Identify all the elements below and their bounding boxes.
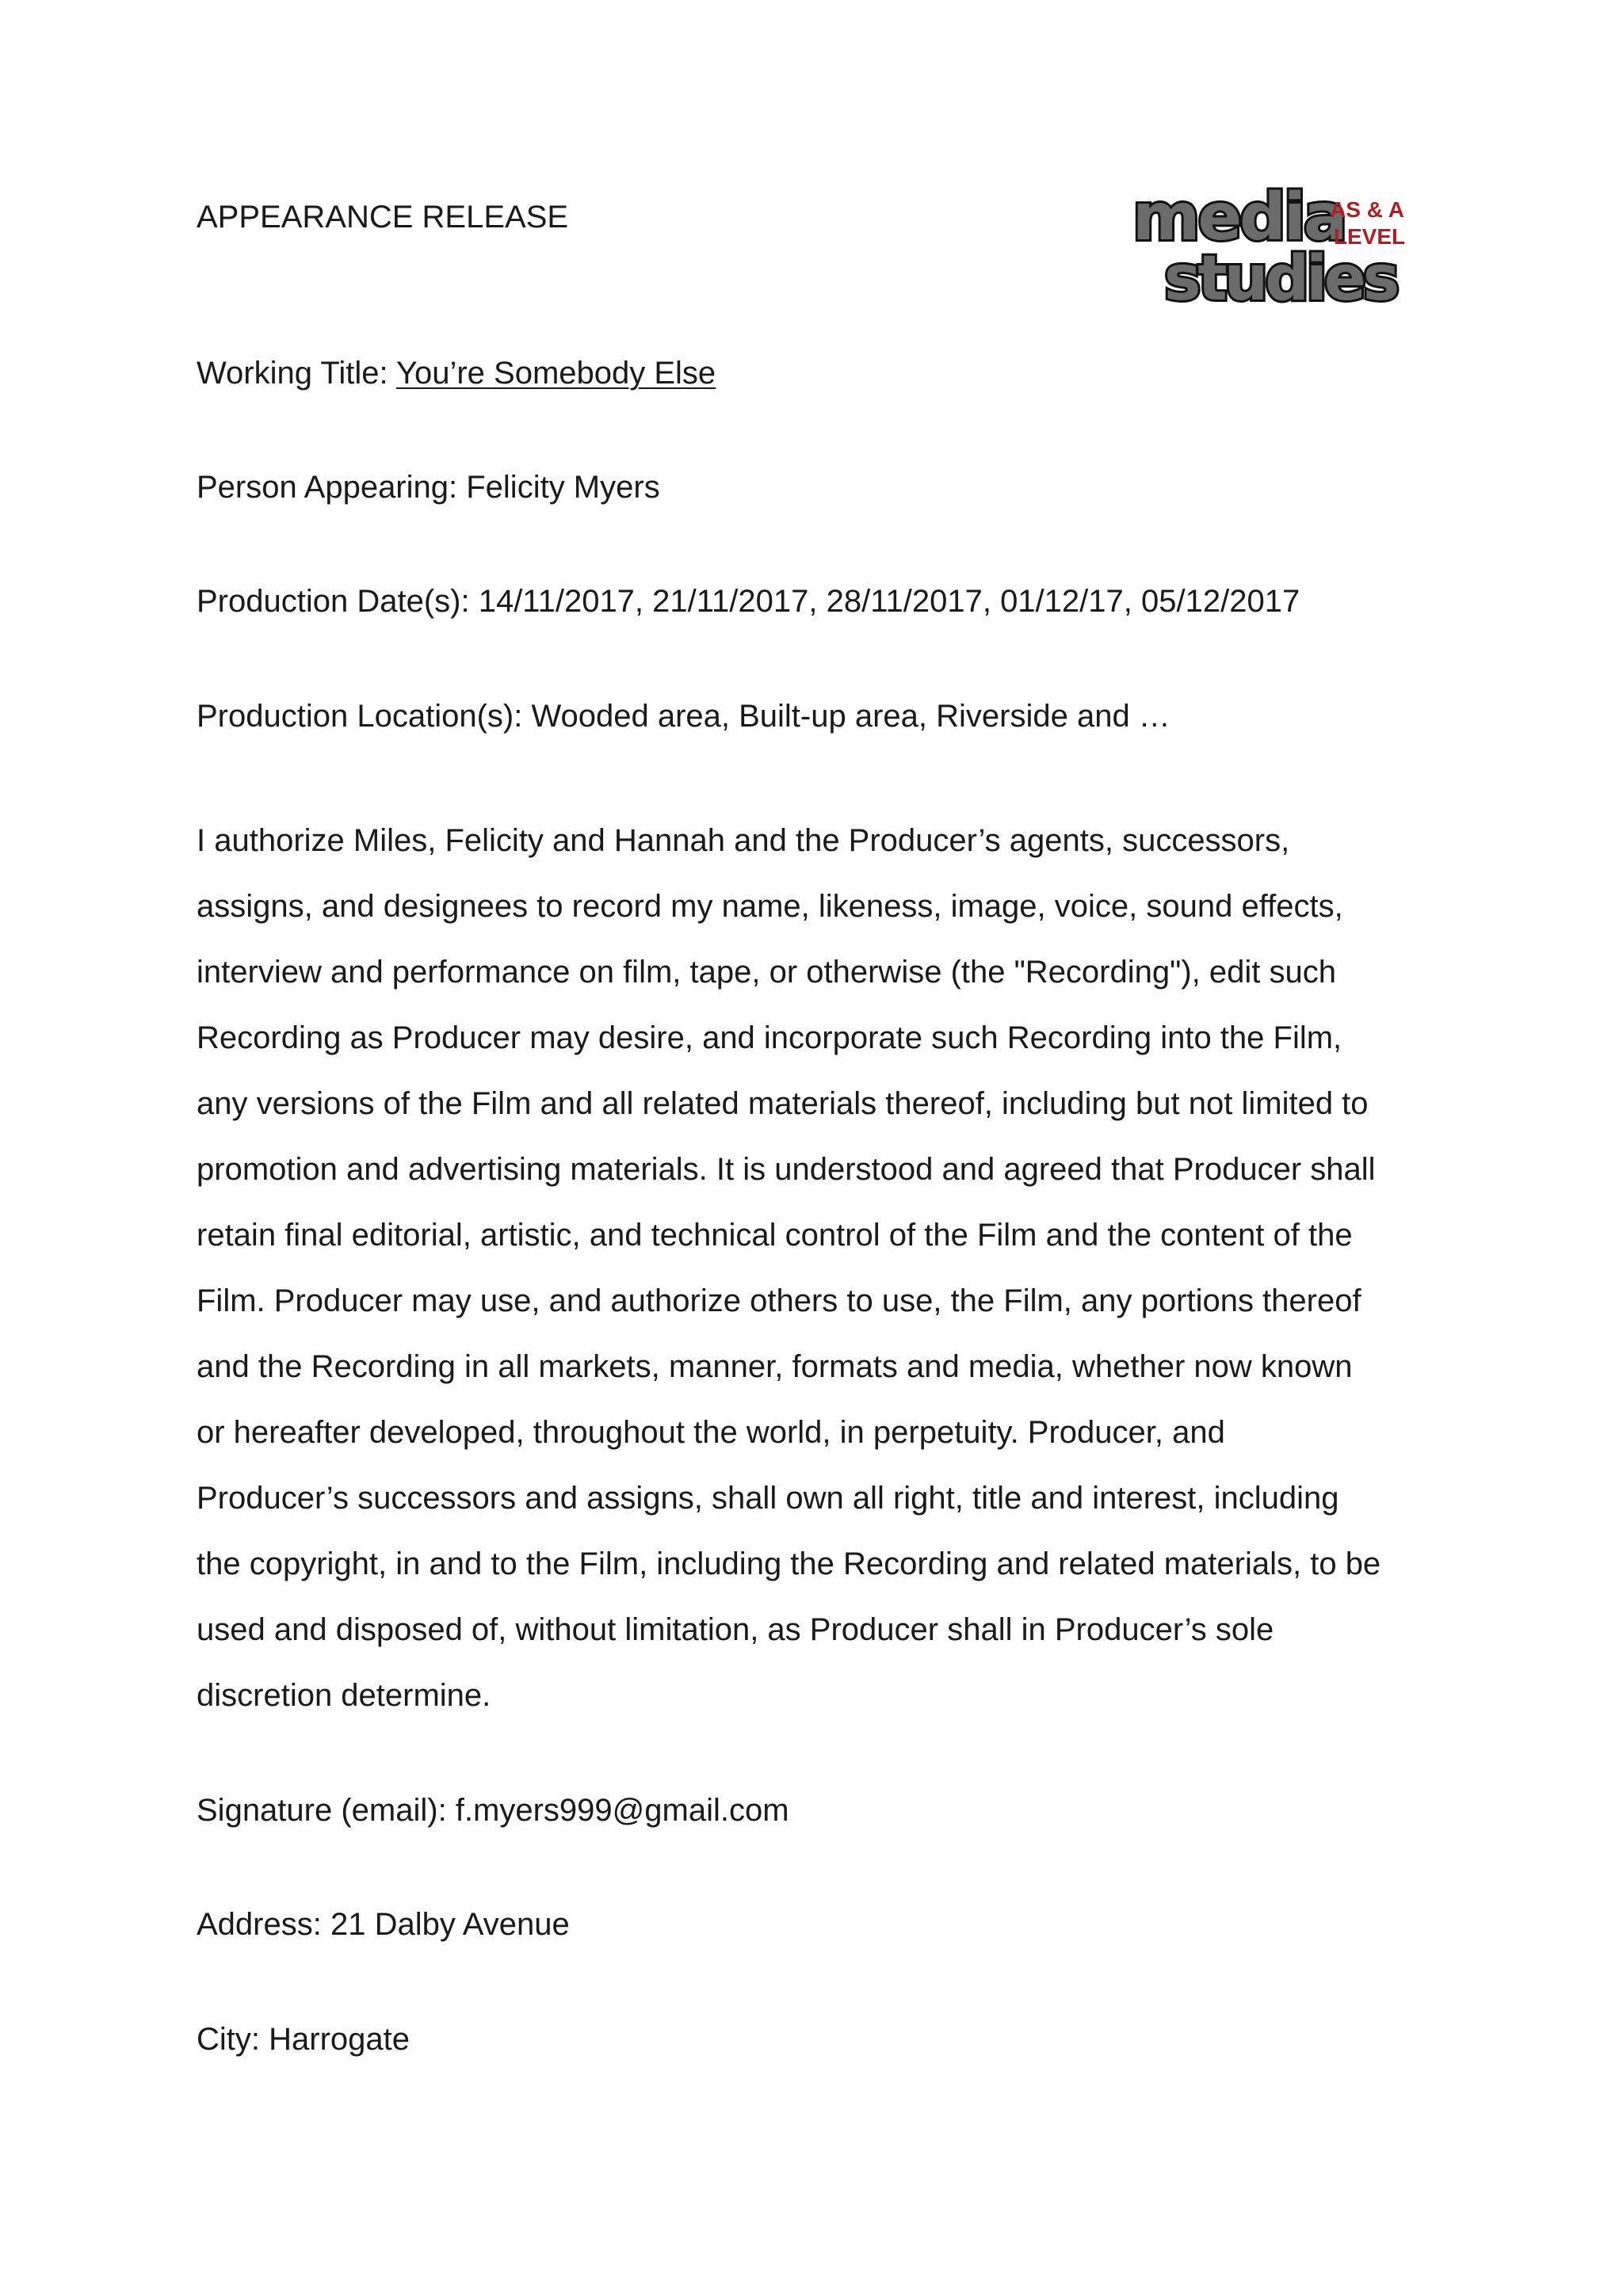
paragraph-line: used and disposed of, without limitation, as Producer shall in Producer’s sole xyxy=(197,1612,1274,1647)
paragraph-line: I authorize Miles, Felicity and Hannah and the Producer’s agents, successors, xyxy=(197,823,1290,858)
paragraph-line: Film. Producer may use, and authorize others to use, the Film, any portions thereof xyxy=(197,1283,1361,1318)
working-title-value: You’re Somebody Else xyxy=(395,356,716,391)
svg-text:LEVEL: LEVEL xyxy=(1333,224,1406,249)
paragraph-line: any versions of the Film and all related materials thereof, including but not limited to xyxy=(197,1086,1369,1121)
logo-word-studies xyxy=(1164,243,1397,307)
svg-text:media: media xyxy=(1132,184,1346,255)
svg-text:AS & A: AS & A xyxy=(1330,197,1404,222)
working-title-row xyxy=(197,354,716,392)
paragraph-line: Recording as Producer may desire, and incorporate such Recording into the Film, xyxy=(197,1020,1342,1055)
production-locations-field: Production Location(s): Wooded area, Built-up area, Riverside and … xyxy=(197,699,1170,734)
document-title: APPEARANCE RELEASE xyxy=(197,200,569,235)
signature-field: Signature (email): f.myers999@gmail.com xyxy=(197,1793,789,1828)
paragraph-line: Producer’s successors and assigns, shall own all right, title and interest, including xyxy=(197,1481,1339,1516)
paragraph-line: retain final editorial, artistic, and technical control of the Film and the content of the xyxy=(197,1218,1353,1253)
svg-text:studies: studies xyxy=(1164,243,1397,307)
paragraph-line: interview and performance on film, tape, or otherwise (the "Recording"), edit such xyxy=(197,955,1336,990)
paragraph-line: discretion determine. xyxy=(197,1678,491,1713)
paragraph-line: or hereafter developed, throughout the world, in perpetuity. Producer, and xyxy=(197,1415,1225,1450)
paragraph-line: and the Recording in all markets, manner, formats and media, whether now known xyxy=(197,1349,1353,1384)
working-title-label: Working Title: xyxy=(197,356,396,391)
production-dates-field: Production Date(s): 14/11/2017, 21/11/2017, 28/11/2017, 01/12/17, 05/12/2017 xyxy=(197,584,1300,619)
city-field: City: Harrogate xyxy=(197,2022,410,2057)
media-studies-logo xyxy=(1129,184,1419,307)
person-appearing-field: Person Appearing: Felicity Myers xyxy=(197,470,660,505)
paragraph-line: assigns, and designees to record my name, likeness, image, voice, sound effects, xyxy=(197,889,1343,924)
paragraph-line: promotion and advertising materials. It is understood and agreed that Producer shall xyxy=(197,1152,1376,1187)
paragraph-line: the copyright, in and to the Film, including the Recording and related materials, to be xyxy=(197,1547,1381,1581)
release-paragraph xyxy=(197,808,1441,1729)
address-field: Address: 21 Dalby Avenue xyxy=(197,1907,570,1942)
